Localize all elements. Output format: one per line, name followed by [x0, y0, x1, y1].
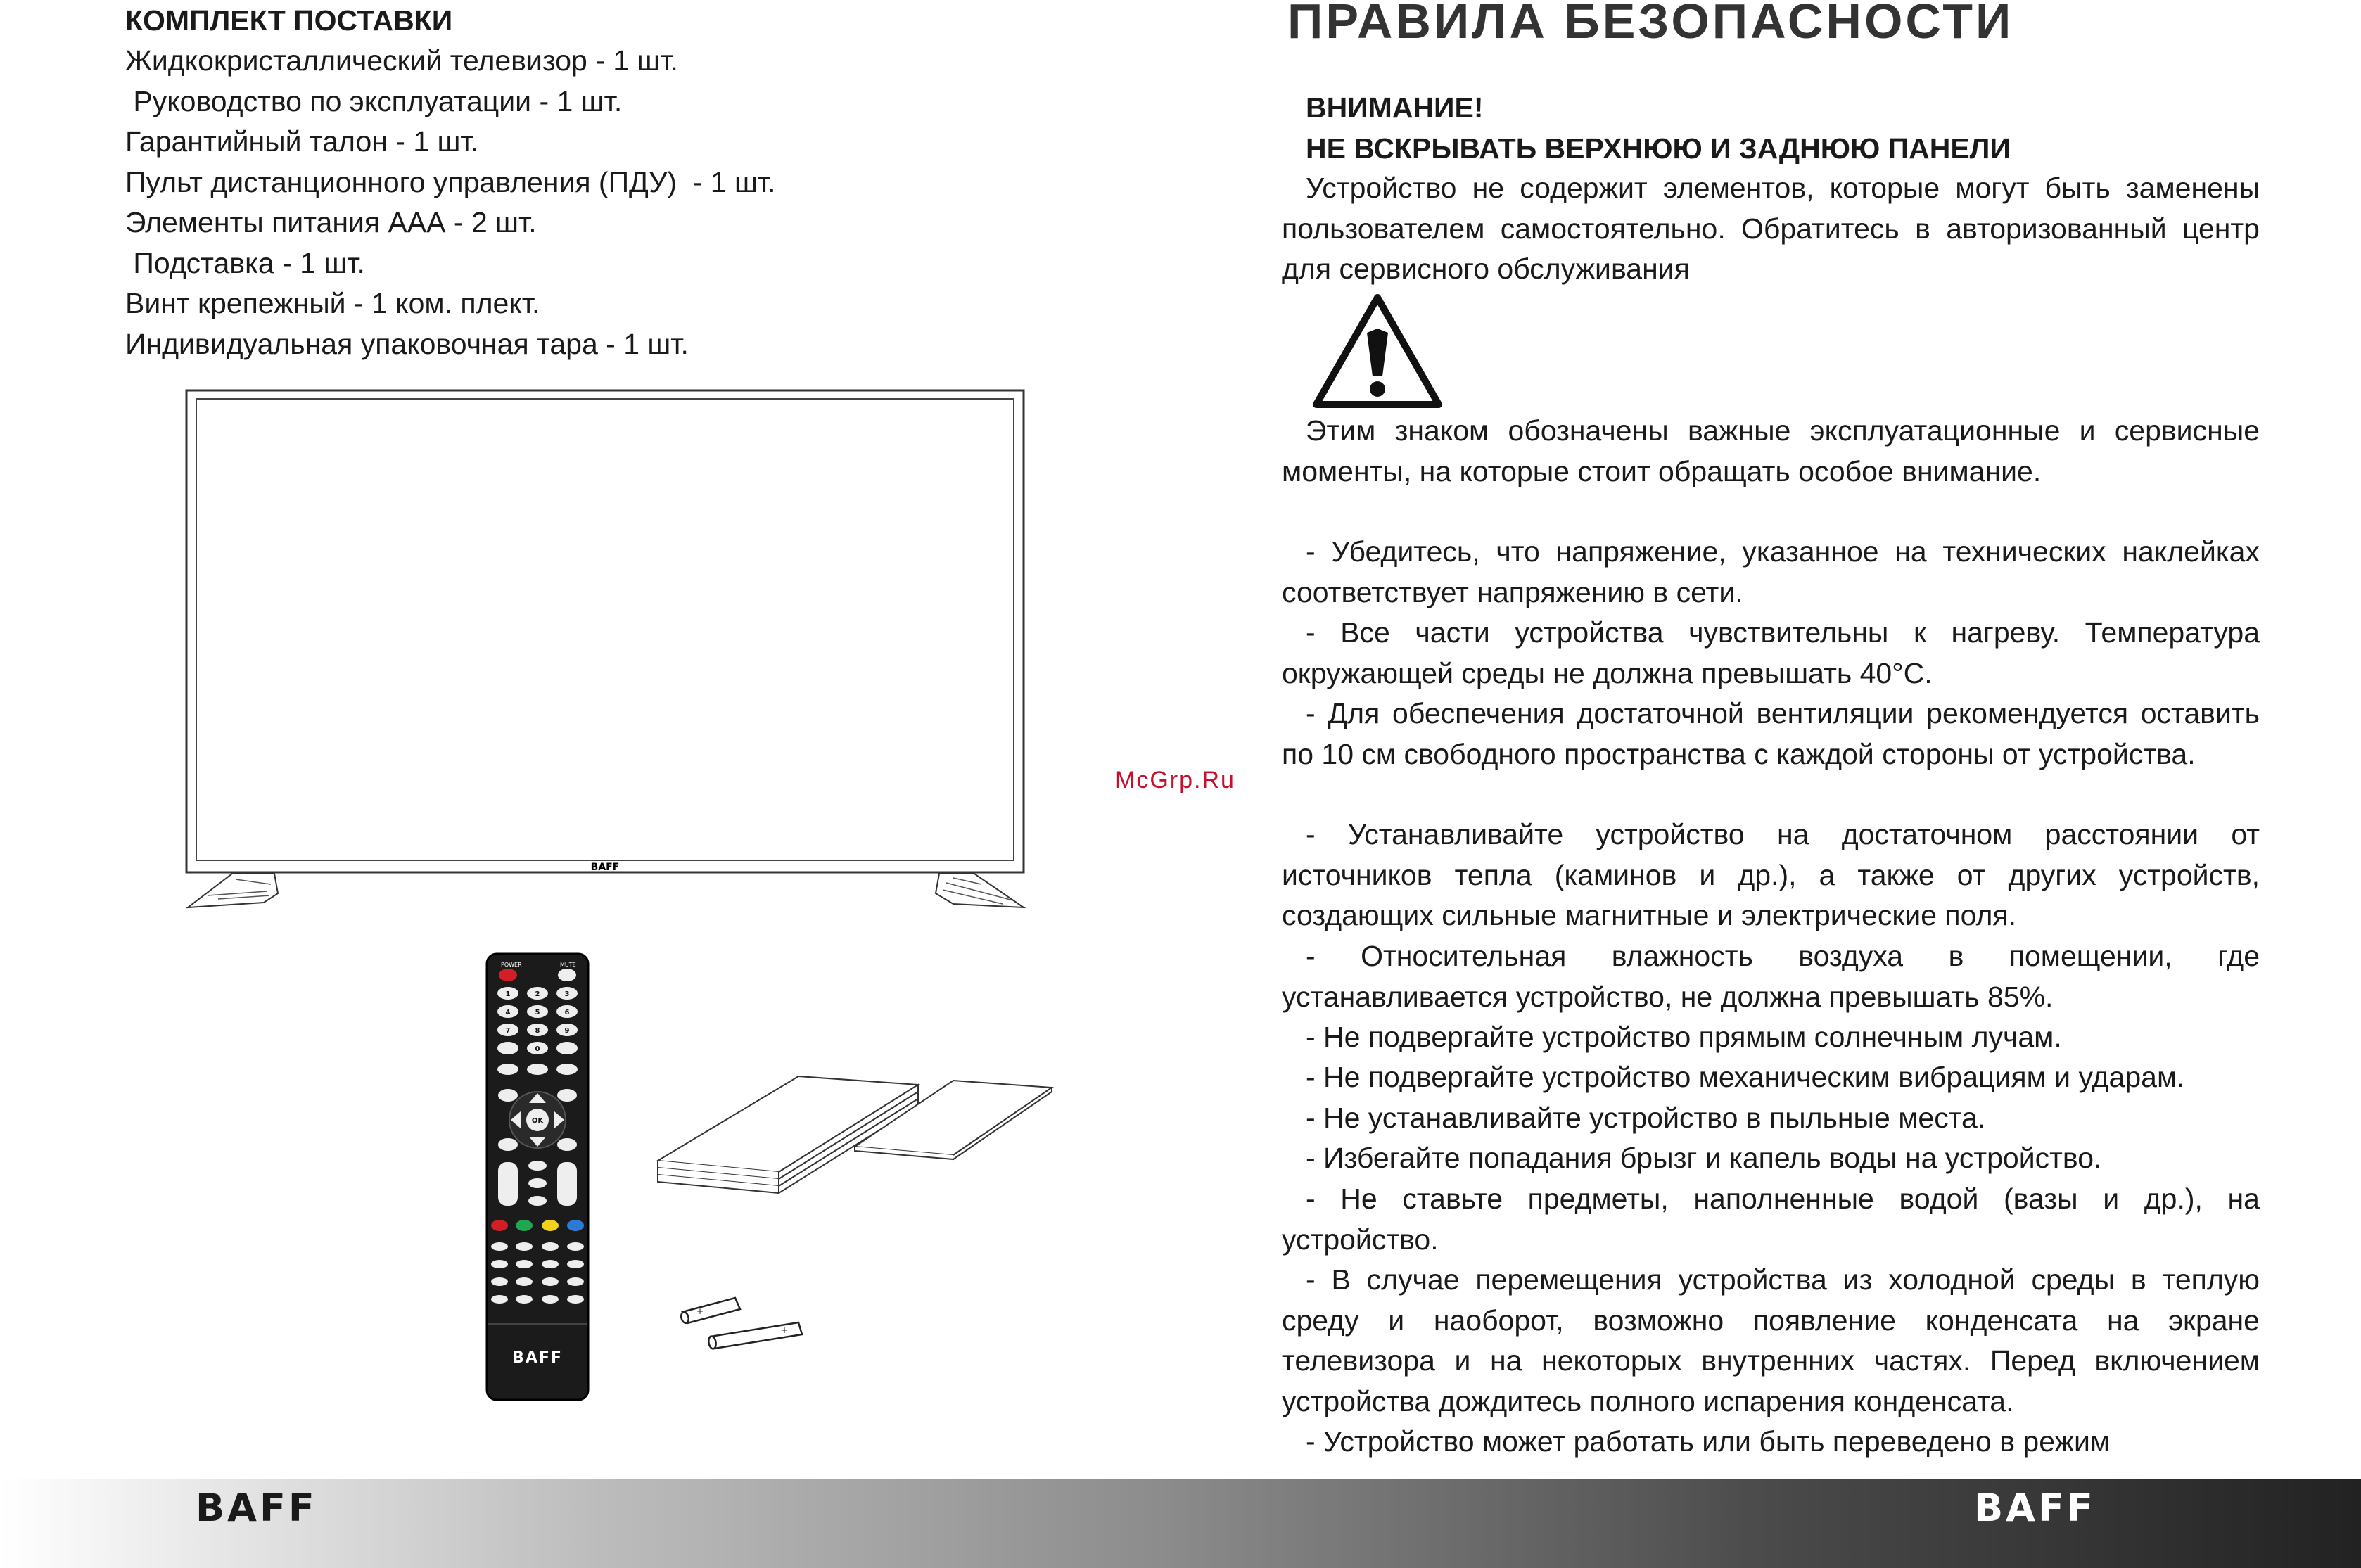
rule-item: - Устанавливайте устройство на достаточном расстоянии от источников тепла (каминов и др.), а также от других устройств, создающих сильные магнитные и электрические поля. — [1282, 818, 2260, 931]
mute-button — [558, 969, 576, 981]
rule-item: - Все части устройства чувствительны к нагреву. Температура окружающей среды не должна превышать 40°С. — [1282, 616, 2260, 689]
intro-paragraph: Устройство не содержит элементов, которые могут быть заменены пользователем самостоятельно. Обратитесь в авторизованный центр для сервисного обслуживания — [1282, 172, 2260, 285]
svg-text:7: 7 — [505, 1027, 511, 1035]
list-item: Индивидуальная упаковочная тара - 1 шт. — [125, 327, 689, 360]
tv-left-foot — [188, 874, 278, 907]
rule-item: - Относительная влажность воздуха в помещении, где устанавливается устройство, не должна превышать 85%. — [1282, 940, 2260, 1013]
svg-text:2: 2 — [535, 990, 540, 998]
sign-explanation: Этим знаком обозначены важные эксплуатационные и сервисные моменты, на которые стоит обращать особое внимание. — [1282, 414, 2260, 487]
list-item: Пульт дистанционного управления (ПДУ) - 1 шт. — [125, 165, 776, 198]
svg-text:8: 8 — [535, 1027, 540, 1035]
rule-item: - Не устанавливайте устройство в пыльные места. — [1306, 1102, 1986, 1134]
svg-text:4: 4 — [505, 1009, 511, 1016]
warning-triangle-icon — [1312, 293, 1443, 409]
list-item: Жидкокристаллический телевизор - 1 шт. — [125, 44, 678, 77]
manuals-illustration — [651, 1069, 1055, 1196]
svg-text:+: + — [781, 1325, 789, 1335]
rule-item: - Убедитесь, что напряжение, указанное на технических наклейках соответствует напряжению в сети. — [1282, 535, 2260, 608]
brand-logo-right: BAFF — [1974, 1486, 2096, 1530]
svg-text:0: 0 — [535, 1045, 540, 1053]
list-item: Винт крепежный - 1 ком. плект. — [125, 287, 540, 319]
svg-text:9: 9 — [564, 1027, 570, 1035]
svg-text:5: 5 — [535, 1009, 540, 1016]
power-button — [499, 969, 517, 981]
rule-item: - Для обеспечения достаточной вентиляции рекомендуется оставить по 10 см свободного пространства с каждой стороны от устройства. — [1282, 697, 2260, 770]
batteries-illustration — [675, 1291, 809, 1354]
function-keys-row — [497, 1064, 578, 1075]
warning-heading — [1306, 87, 2011, 169]
rule-item: - Избегайте попадания брызг и капель воды на устройство. — [1306, 1142, 2102, 1174]
list-item: Руководство по эксплуатации - 1 шт. — [125, 84, 623, 117]
tv-right-foot — [936, 874, 1024, 907]
rule-item: - Не подвергайте устройство прямым солнечным лучам. — [1306, 1021, 2062, 1053]
tv-illustration — [179, 383, 1038, 918]
vol-ch-keys — [498, 1161, 577, 1206]
rule-item: - Не подвергайте устройство механическим вибрациям и ударам. — [1306, 1061, 2185, 1093]
battery-aaa — [708, 1322, 802, 1349]
battery-aaa — [680, 1298, 740, 1324]
ok-label: OK — [531, 1117, 544, 1125]
rule-item: - Устройство может работать или быть переведено в режим — [1306, 1425, 2111, 1458]
mute-label: MUTE — [560, 962, 576, 968]
page-title: ПРАВИЛА БЕЗОПАСНОСТИ — [1287, 0, 2014, 49]
svg-text:+: + — [696, 1306, 704, 1316]
list-item: Подставка - 1 шт. — [125, 246, 365, 279]
delivery-set-list — [125, 41, 776, 364]
remote-control-illustration — [484, 951, 591, 1403]
warning-line: НЕ ВСКРЫВАТЬ ВЕРХНЮЮ И ЗАДНЮЮ ПАНЕЛИ — [1306, 132, 2011, 165]
svg-text:1: 1 — [505, 990, 511, 998]
rule-item: - Не ставьте предметы, наполненные водой (вазы и др.), на устройство. — [1282, 1183, 2260, 1256]
watermark: McGrp.Ru — [1115, 767, 1235, 793]
svg-text:6: 6 — [564, 1009, 570, 1016]
tv-screen — [196, 399, 1014, 860]
rule-item: - В случае перемещения устройства из холодной среды в теплую среду и наоборот, возможно появление конденсата на экране телевизора и на некоторых внутренних частях. Перед включением устройства дождитесь полного испарения конденсата. — [1282, 1263, 2260, 1417]
list-item: Гарантийный талон - 1 шт. — [125, 125, 479, 158]
list-item: Элементы питания ААА - 2 шт. — [125, 206, 537, 238]
warning-line: ВНИМАНИЕ! — [1306, 91, 1484, 124]
brand-logo-left: BAFF — [196, 1486, 317, 1530]
delivery-set-heading: КОМПЛЕКТ ПОСТАВКИ — [125, 4, 453, 37]
remote-brand-label: BAFF — [512, 1349, 563, 1367]
tv-brand-label: BAFF — [590, 862, 620, 873]
svg-text:3: 3 — [564, 990, 570, 998]
power-label: POWER — [501, 962, 522, 968]
nav-cluster — [498, 1089, 577, 1151]
